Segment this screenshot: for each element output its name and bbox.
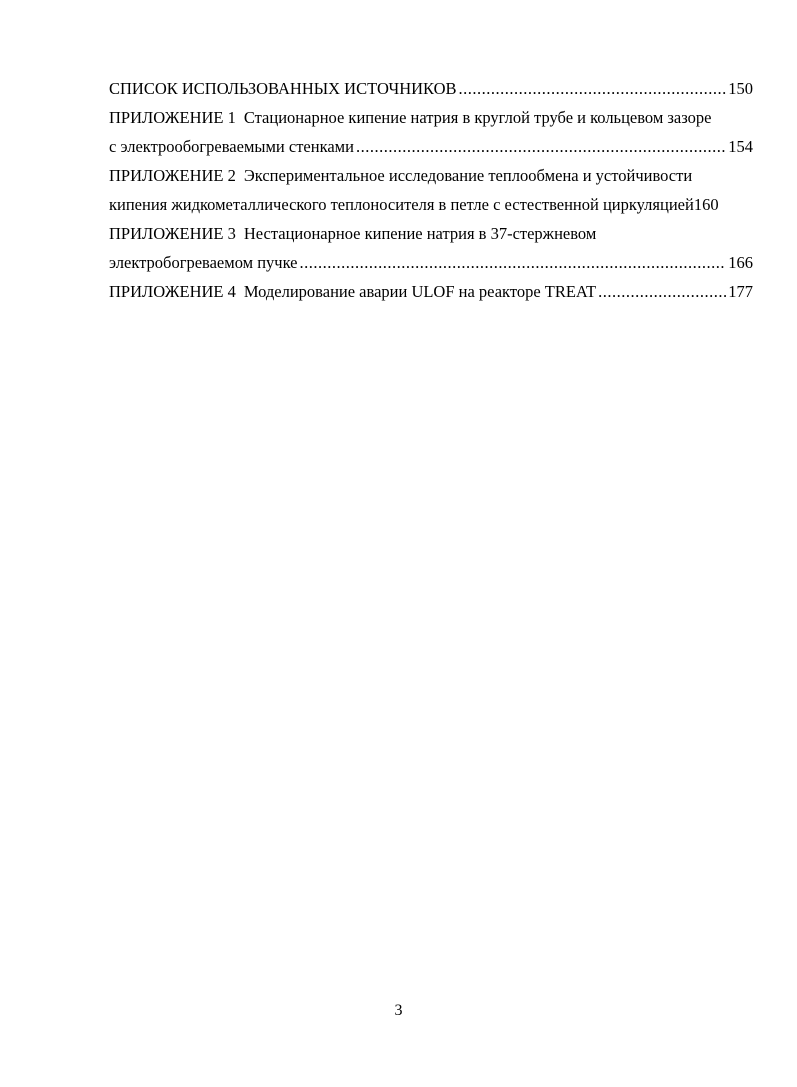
toc-entry-title-continued: электробогреваемом пучке (109, 253, 298, 272)
appendix-label: ПРИЛОЖЕНИЕ 2 (109, 166, 236, 185)
toc-entry-title-continued: с электрообогреваемыми стенками (109, 137, 354, 156)
toc-entry-appendix-3[interactable] (109, 219, 753, 248)
toc-entry-title: СПИСОК ИСПОЛЬЗОВАННЫХ ИСТОЧНИКОВ (109, 79, 457, 98)
toc-entry-appendix-4[interactable] (109, 277, 753, 306)
toc-entry-appendix-1[interactable] (109, 103, 753, 132)
dot-leader (356, 132, 726, 161)
appendix-label: ПРИЛОЖЕНИЕ 4 (109, 282, 236, 301)
toc-entry-appendix-2[interactable] (109, 161, 753, 190)
dot-leader (459, 74, 727, 103)
appendix-label: ПРИЛОЖЕНИЕ 3 (109, 224, 236, 243)
table-of-contents (109, 74, 753, 306)
toc-page-number: 154 (728, 137, 753, 156)
toc-entry-appendix-1-continued[interactable] (109, 132, 753, 161)
toc-entry-title-continued: кипения жидкометаллического теплоносителя в петле с естественной циркуляцией (109, 195, 694, 214)
toc-entry-appendix-3-continued[interactable] (109, 248, 753, 277)
appendix-label: ПРИЛОЖЕНИЕ 1 (109, 108, 236, 127)
toc-page-number: 177 (728, 282, 753, 301)
dot-leader (598, 277, 726, 306)
toc-entry-title: Стационарное кипение натрия в круглой трубе и кольцевом зазоре (243, 108, 712, 127)
toc-entry-references[interactable] (109, 74, 753, 103)
toc-entry-appendix-2-continued[interactable] (109, 190, 753, 219)
toc-entry-title: Экспериментальное исследование теплообмена и устойчивости (243, 166, 693, 185)
page-number: 3 (394, 1002, 403, 1019)
toc-page-number: 166 (728, 253, 753, 272)
dot-leader (300, 248, 727, 277)
toc-entry-title (109, 277, 596, 306)
toc-page-number: 150 (728, 79, 753, 98)
toc-entry-title: Нестационарное кипение натрия в 37-стержневом (243, 224, 597, 243)
toc-entry-title-text: Моделирование аварии ULOF на реакторе TREAT (243, 282, 597, 301)
toc-page-number: 160 (693, 195, 719, 214)
